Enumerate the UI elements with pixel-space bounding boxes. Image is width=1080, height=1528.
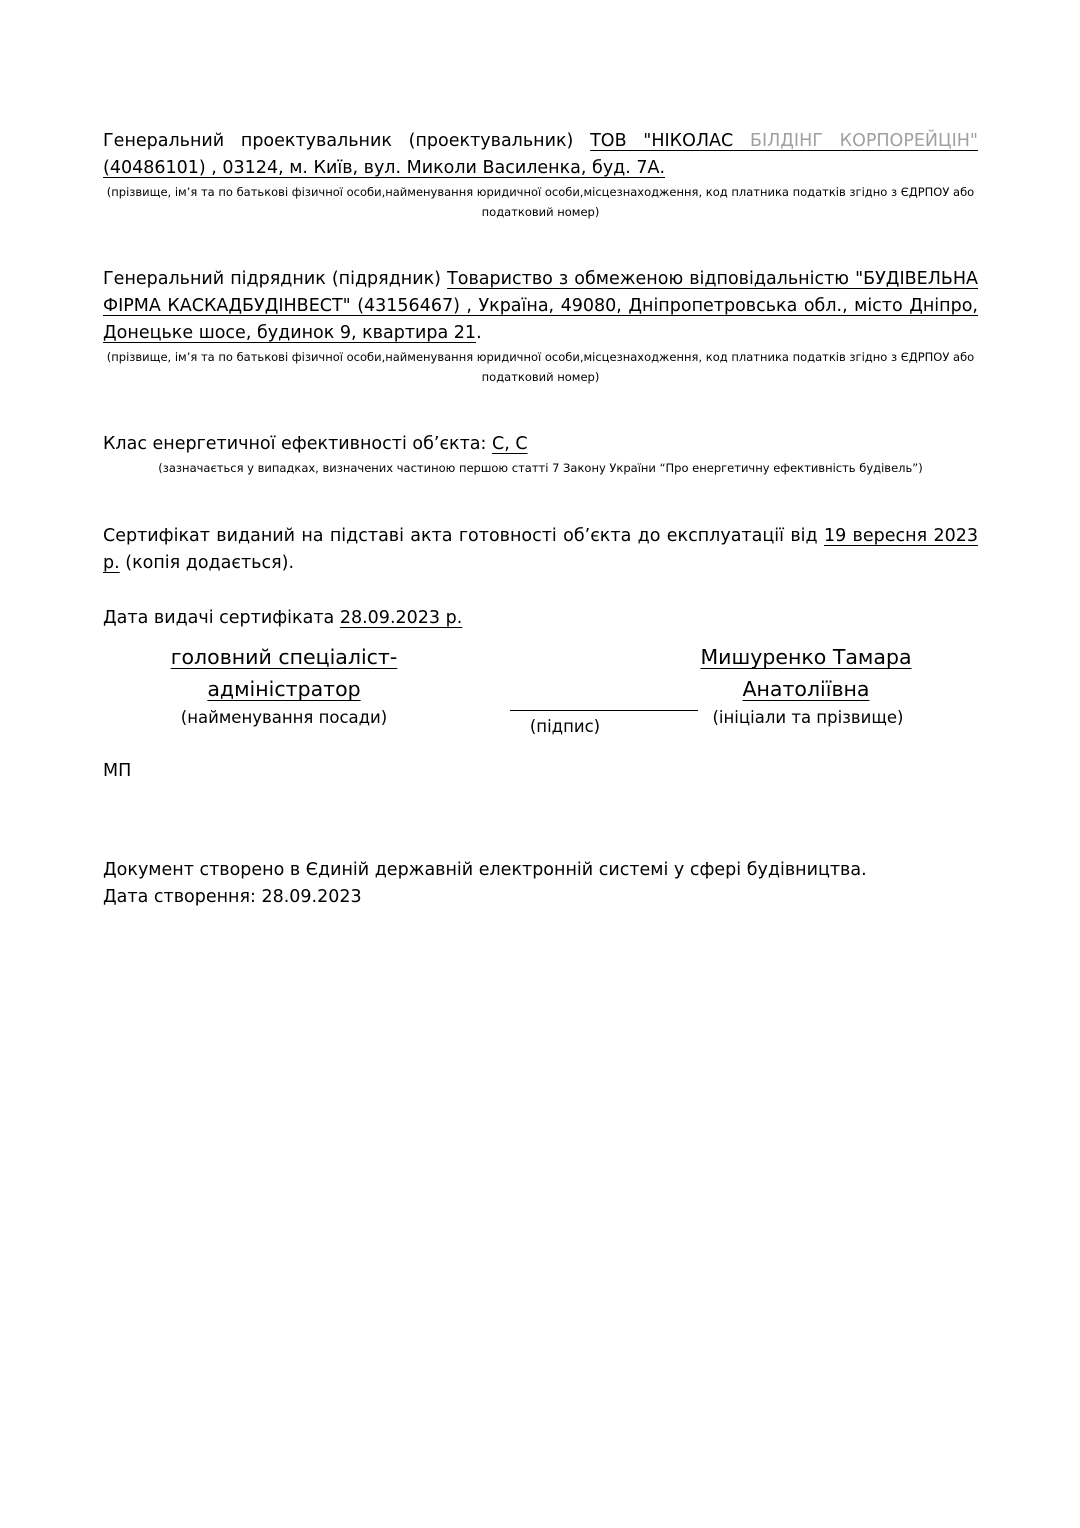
energy-class-label: Клас енергетичної ефективності об’єкта: bbox=[103, 434, 487, 454]
general-designer-name-faded: БІЛДІНГ КОРПОРЕЙЦІН" bbox=[749, 131, 978, 151]
issue-date-label: Дата видачі сертифіката bbox=[103, 608, 335, 628]
general-designer-label: Генеральний проектувальник (проектувальник) bbox=[103, 131, 574, 151]
issue-date-line bbox=[103, 605, 978, 632]
name-caption: (ініціали та прізвище) bbox=[712, 708, 904, 727]
certificate-basis-tail: (копія додається). bbox=[125, 553, 295, 573]
general-contractor-value: Товариство з обмеженою відповідальністю "БУДІВЕЛЬНА ФІРМА КАСКАДБУДІНВЕСТ" (43156467) , Україна, 49080, Дніпропетровська обл., місто Дніпро, Донецьке шосе, будинок 9, квартира 21 bbox=[103, 269, 978, 343]
signature-line bbox=[510, 710, 698, 711]
footer-creation-date: Дата створення: 28.09.2023 bbox=[103, 887, 362, 907]
general-contractor-paragraph bbox=[103, 266, 978, 347]
energy-class-line bbox=[103, 431, 978, 458]
general-designer-note: (прізвище, ім’я та по батькові фізичної особи,найменування юридичної особи,місцезнаходження, код платника податків згідно з ЄДРПОУ або податковий номер) bbox=[106, 185, 975, 219]
certificate-basis-text: Сертифікат виданий на підставі акта готовності об’єкта до експлуатації від bbox=[103, 526, 818, 546]
footer-system-note: Документ створено в Єдиній державній електронній системі у сфері будівництва. bbox=[103, 860, 867, 880]
general-contractor-label: Генеральний підрядник (підрядник) bbox=[103, 269, 442, 289]
official-position-line1: головний спеціаліст- bbox=[170, 645, 398, 669]
readiness-act-date: 19 вересня 2023 р. bbox=[103, 526, 978, 573]
signature-caption: (підпис) bbox=[529, 717, 601, 736]
official-name bbox=[675, 641, 937, 705]
position-caption: (найменування посади) bbox=[180, 708, 388, 727]
official-position bbox=[150, 641, 418, 705]
general-designer-name: ТОВ "НІКОЛАС БІЛДІНГ КОРПОРЕЙЦІН" bbox=[590, 131, 978, 151]
general-contractor-note: (прізвище, ім’я та по батькові фізичної особи,найменування юридичної особи,місцезнаходження, код платника податків згідно з ЄДРПОУ або податковий номер) bbox=[106, 350, 975, 384]
official-position-line2: адміністратор bbox=[207, 677, 361, 701]
energy-class-value: С, С bbox=[492, 434, 528, 454]
general-designer-address: (40486101) , 03124, м. Київ, вул. Миколи Василенка, буд. 7А. bbox=[103, 158, 666, 178]
official-name-line2: Анатоліївна bbox=[742, 677, 870, 701]
general-designer-paragraph bbox=[103, 128, 978, 182]
general-contractor-tail: . bbox=[476, 323, 482, 343]
issue-date-value: 28.09.2023 р. bbox=[339, 608, 463, 628]
official-name-line1: Мишуренко Тамара bbox=[700, 645, 912, 669]
stamp-label: МП bbox=[103, 761, 132, 781]
energy-class-note: (зазначається у випадках, визначених частиною першою статті 7 Закону України “Про енергетичну ефективність будівель”) bbox=[158, 461, 923, 475]
certificate-basis-paragraph bbox=[103, 523, 978, 577]
